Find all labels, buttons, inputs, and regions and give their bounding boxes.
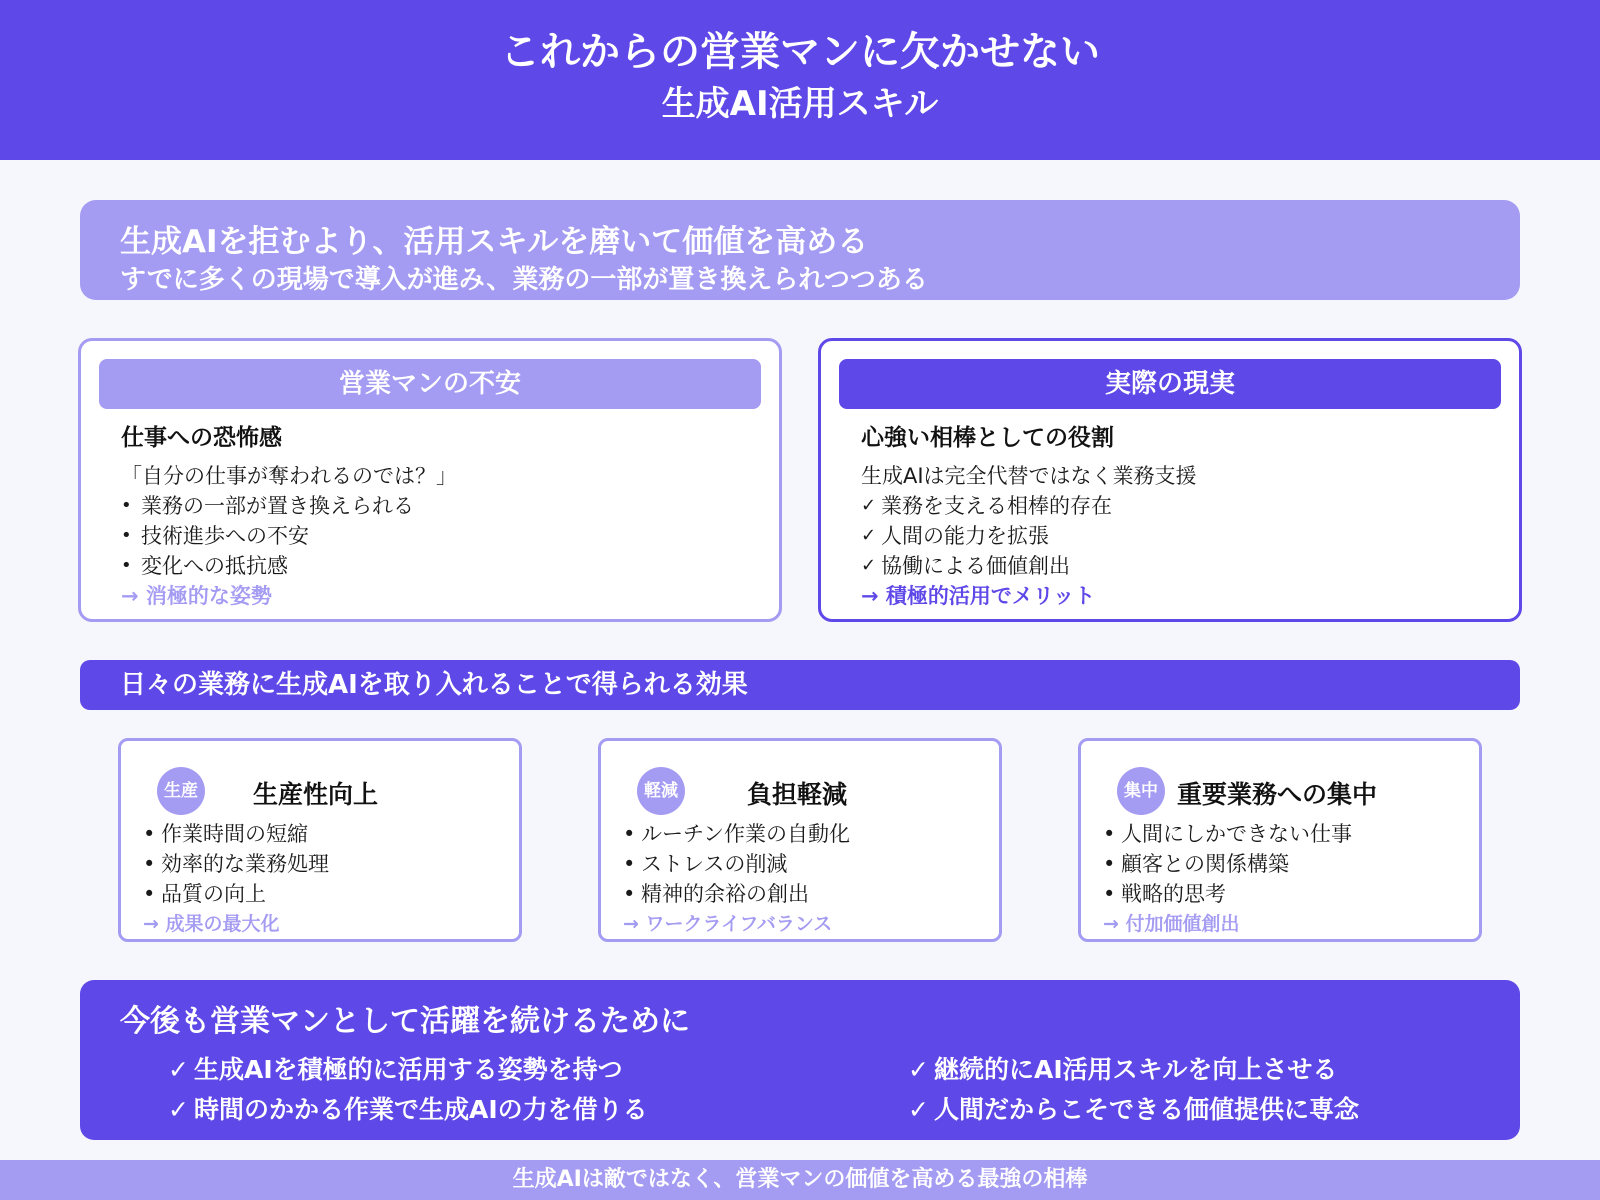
bullet-icon: • (1103, 882, 1116, 906)
list-item: ✓ 人間だからこそできる価値提供に専念 (908, 1095, 1360, 1124)
anxiety-panel (78, 338, 782, 622)
effect-card-productivity (118, 738, 522, 942)
bullet-icon: • (121, 495, 132, 516)
list-item: ✓ 継続的にAI活用スキルを向上させる (908, 1055, 1338, 1084)
anxiety-conclusion: → 消極的な姿勢 (121, 584, 272, 608)
bullet-icon: • (623, 822, 636, 846)
focus-badge-icon: 集中 (1117, 767, 1165, 815)
page-title-line2: 生成AI活用スキル (661, 84, 939, 124)
list-item: • 戦略的思考 (1103, 879, 1352, 909)
list-item: • ルーチン作業の自動化 (623, 819, 850, 849)
list-item: ✓ 時間のかかる作業で生成AIの力を借りる (168, 1095, 648, 1124)
effect-card-title: 負担軽減 (747, 780, 848, 809)
list-item: ✓ 協働による価値創出 (861, 551, 1197, 581)
anxiety-panel-title: 営業マンの不安 (99, 359, 761, 409)
banner-headline: 生成AIを拒むより、活用スキルを磨いて価値を高める (120, 224, 869, 260)
list-item: • 品質の向上 (143, 879, 329, 909)
check-icon: ✓ (861, 495, 877, 516)
anxiety-quote: 「自分の仕事が奪われるのでは？」 (121, 464, 457, 488)
list-item: ✓ 生成AIを積極的に活用する姿勢を持つ (168, 1055, 623, 1084)
effect-card-title: 重要業務への集中 (1177, 780, 1378, 809)
effect-card-burden (598, 738, 1002, 942)
productivity-badge-icon: 生産 (157, 767, 205, 815)
anxiety-subtitle: 仕事への恐怖感 (121, 425, 282, 451)
bullet-icon: • (143, 852, 156, 876)
bullet-icon: • (143, 882, 156, 906)
reality-panel-title: 実際の現実 (839, 359, 1501, 409)
list-item: • 精神的余裕の創出 (623, 879, 850, 909)
banner-subline: すでに多くの現場で導入が進み、業務の一部が置き換えられつつある (120, 265, 928, 295)
check-icon: ✓ (168, 1095, 189, 1124)
effect-card-conclusion: → ワークライフバランス (623, 913, 833, 935)
bullet-icon: • (623, 852, 636, 876)
effect-card-title: 生産性向上 (253, 780, 379, 809)
check-icon: ✓ (908, 1055, 929, 1084)
future-actions-box (80, 980, 1520, 1140)
key-message-banner (80, 200, 1520, 300)
check-icon: ✓ (861, 555, 877, 576)
list-item: ✓ 業務を支える相棒的存在 (861, 491, 1197, 521)
bullet-icon: • (121, 555, 132, 576)
footer-tagline: 生成AIは敵ではなく、営業マンの価値を高める最強の相棒 (0, 1160, 1600, 1200)
effect-card-focus (1078, 738, 1482, 942)
effect-card-items (623, 819, 850, 939)
bullet-icon: • (143, 822, 156, 846)
list-item: • ストレスの削減 (623, 849, 850, 879)
bullet-icon: • (1103, 822, 1116, 846)
list-item: • 技術進歩への不安 (121, 521, 457, 551)
check-icon: ✓ (861, 525, 877, 546)
list-item: • 業務の一部が置き換えられる (121, 491, 457, 521)
reality-panel (818, 338, 1522, 622)
reality-subtitle: 心強い相棒としての役割 (861, 425, 1114, 451)
future-title: 今後も営業マンとして活躍を続けるために (120, 1004, 690, 1039)
check-icon: ✓ (908, 1095, 929, 1124)
bullet-icon: • (1103, 852, 1116, 876)
bullet-icon: • (623, 882, 636, 906)
effect-card-items (143, 819, 329, 939)
effects-heading: 日々の業務に生成AIを取り入れることで得られる効果 (80, 660, 1520, 710)
list-item: • 効率的な業務処理 (143, 849, 329, 879)
effect-card-items (1103, 819, 1352, 939)
list-item: • 変化への抵抗感 (121, 551, 457, 581)
burden-badge-icon: 軽減 (637, 767, 685, 815)
list-item: ✓ 人間の能力を拡張 (861, 521, 1197, 551)
list-item: • 人間にしかできない仕事 (1103, 819, 1352, 849)
list-item: • 作業時間の短縮 (143, 819, 329, 849)
page-header (0, 0, 1600, 160)
reality-conclusion: → 積極的活用でメリット (861, 584, 1096, 608)
reality-lines (861, 461, 1197, 611)
effect-card-conclusion: → 付加価値創出 (1103, 913, 1240, 935)
reality-intro: 生成AIは完全代替ではなく業務支援 (861, 464, 1197, 488)
bullet-icon: • (121, 525, 132, 546)
list-item: • 顧客との関係構築 (1103, 849, 1352, 879)
effect-card-conclusion: → 成果の最大化 (143, 913, 280, 935)
check-icon: ✓ (168, 1055, 189, 1084)
page-title-line1: これからの営業マンに欠かせない (500, 29, 1100, 75)
anxiety-lines (121, 461, 457, 611)
